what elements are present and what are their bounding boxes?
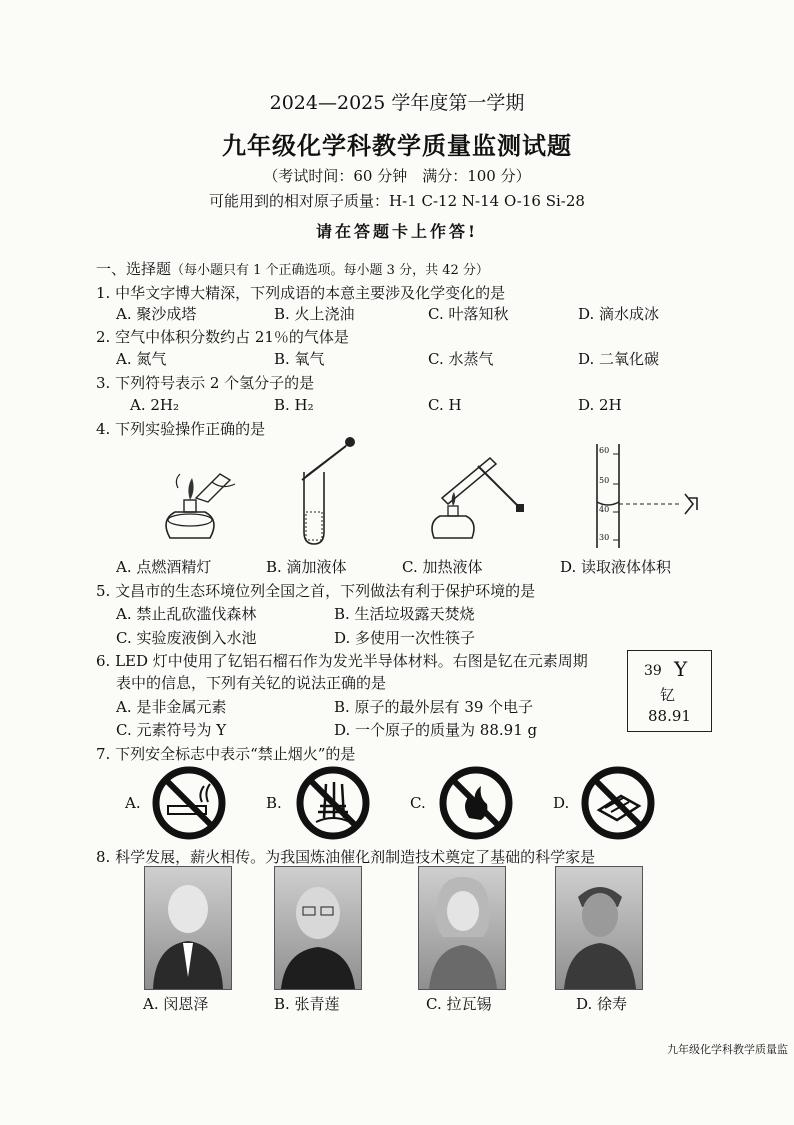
q4-option-a: A. 点燃酒精灯	[116, 558, 212, 576]
no-open-flame-icon	[439, 766, 513, 840]
question-1-stem: 1. 中华文字博大精深，下列成语的本意主要涉及化学变化的是	[96, 284, 506, 302]
q3-option-b: B. H₂	[274, 396, 314, 414]
heating-liquid-diagram	[420, 448, 530, 550]
dropper-test-tube-diagram	[290, 432, 370, 550]
atomic-masses: 可能用到的相对原子质量：H-1 C-12 N-14 O-16 Si-28	[209, 192, 585, 210]
q7-option-d: D.	[553, 794, 570, 812]
no-smoking-icon	[152, 766, 226, 840]
q6-option-b: B. 原子的最外层有 39 个电子	[334, 698, 534, 716]
q4-option-d: D. 读取液体体积	[560, 558, 672, 576]
question-6-stem: 6. LED 灯中使用了钇铝石榴石作为发光半导体材料。右图是钇在元素周期	[96, 652, 588, 670]
q5-option-c: C. 实验废液倒入水池	[116, 629, 257, 647]
section-heading	[96, 258, 489, 279]
q8-option-c: C. 拉瓦锡	[426, 995, 492, 1013]
q5-option-b: B. 生活垃圾露天焚烧	[334, 605, 475, 623]
question-3-stem: 3. 下列符号表示 2 个氢分子的是	[96, 374, 315, 392]
q2-option-d: D. 二氧化碳	[578, 350, 660, 368]
element-mass: 88.91	[648, 707, 691, 725]
no-firecrackers-icon	[581, 766, 655, 840]
scientist-photo-c	[418, 866, 506, 990]
element-symbol: Y	[674, 657, 688, 681]
scientist-photo-b	[274, 866, 362, 990]
q1-option-b: B. 火上浇油	[274, 305, 355, 323]
q8-option-b: B. 张青莲	[274, 995, 340, 1013]
q7-option-a: A.	[125, 794, 141, 812]
yttrium-element-tile	[627, 650, 712, 732]
q5-option-a: A. 禁止乱砍滥伐森林	[116, 605, 257, 623]
cylinder-tick-30: 30	[599, 533, 610, 542]
q3-option-a: A. 2H₂	[130, 396, 180, 414]
cylinder-tick-40: 40	[599, 505, 610, 514]
cylinder-tick-60: 60	[599, 446, 610, 455]
scientist-photo-d	[555, 866, 643, 990]
page-footer: 九年级化学科教学质量监	[667, 1043, 788, 1056]
alcohol-lamp-lighting-diagram	[150, 460, 240, 550]
q2-option-c: C. 水蒸气	[428, 350, 494, 368]
q1-option-c: C. 叶落知秋	[428, 305, 509, 323]
q3-option-d: D. 2H	[578, 396, 622, 414]
question-2-stem: 2. 空气中体积分数约占 21％的气体是	[96, 328, 349, 346]
no-burning-material-icon	[296, 766, 370, 840]
section-title: 一、选择题	[96, 260, 172, 278]
q8-option-a: A. 闵恩泽	[143, 995, 209, 1013]
q5-option-d: D. 多使用一次性筷子	[334, 629, 476, 647]
question-4-stem: 4. 下列实验操作正确的是	[96, 420, 266, 438]
question-6-stem-line2: 表中的信息，下列有关钇的说法正确的是	[116, 674, 387, 692]
answer-notice: 请在答题卡上作答!	[315, 222, 479, 241]
section-note: （每小题只有 1 个正确选项。每小题 3 分，共 42 分）	[171, 263, 489, 278]
element-name: 钇	[660, 686, 676, 704]
question-5-stem: 5. 文昌市的生态环境位列全国之首，下列做法有利于保护环境的是	[96, 582, 536, 600]
q4-option-c: C. 加热液体	[402, 558, 483, 576]
q8-option-d: D. 徐寿	[576, 995, 628, 1013]
element-number: 39	[644, 663, 662, 679]
q7-option-c: C.	[410, 794, 426, 812]
q6-option-d: D. 一个原子的质量为 88.91 g	[334, 721, 538, 739]
q2-option-a: A. 氮气	[116, 350, 167, 368]
q1-option-d: D. 滴水成冰	[578, 305, 660, 323]
q7-option-b: B.	[266, 794, 282, 812]
question-7-stem: 7. 下列安全标志中表示“禁止烟火”的是	[96, 745, 356, 763]
q6-option-c: C. 元素符号为 Y	[116, 721, 227, 739]
q3-option-c: C. H	[428, 396, 462, 414]
exam-info: （考试时间：60 分钟 满分：100 分）	[263, 167, 531, 185]
q2-option-b: B. 氧气	[274, 350, 325, 368]
cylinder-tick-50: 50	[599, 476, 610, 485]
exam-term: 2024—2025 学年度第一学期	[269, 92, 525, 114]
question-8-stem: 8. 科学发展，薪火相传。为我国炼油催化剂制造技术奠定了基础的科学家是	[96, 848, 596, 866]
exam-title: 九年级化学科教学质量监测试题	[222, 131, 572, 160]
q4-option-b: B. 滴加液体	[266, 558, 347, 576]
q6-option-a: A. 是非金属元素	[116, 698, 227, 716]
q1-option-a: A. 聚沙成塔	[116, 305, 197, 323]
scientist-photo-a	[144, 866, 232, 990]
